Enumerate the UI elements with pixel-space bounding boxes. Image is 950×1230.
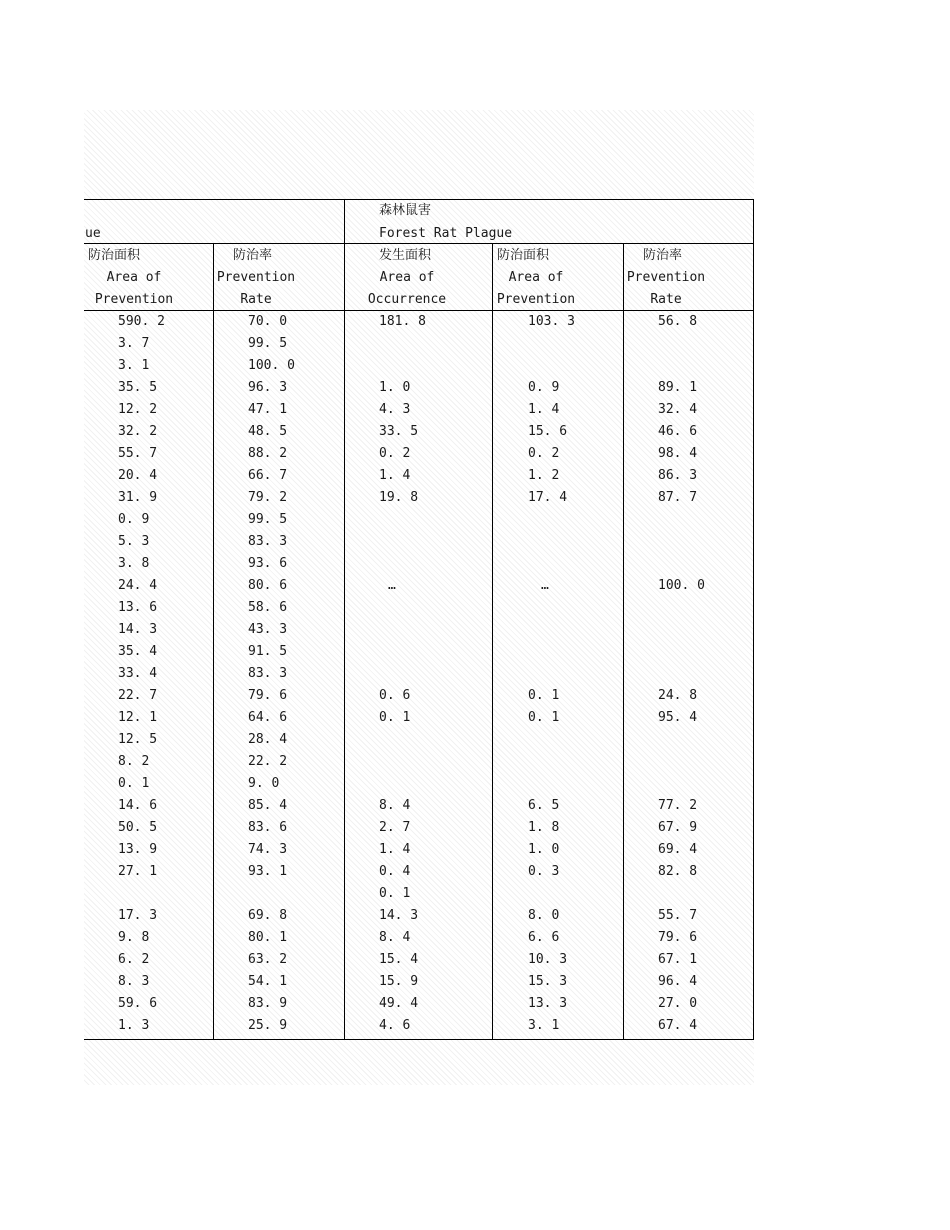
table-row: [0, 795, 950, 817]
table-cell: 181. 8: [379, 314, 426, 329]
table-cell: 64. 6: [248, 710, 288, 725]
table-cell: 1. 0: [379, 380, 411, 395]
table-row: [0, 905, 950, 927]
table-row: [0, 883, 950, 905]
table-row: [0, 399, 950, 421]
table-cell: 96. 3: [248, 380, 288, 395]
table-cell: 80. 1: [248, 930, 288, 945]
table-cell: 4. 6: [379, 1018, 411, 1033]
table-cell: 69. 4: [658, 842, 698, 857]
table-cell: 13. 3: [528, 996, 568, 1011]
column-header-zh: 防治率: [233, 248, 273, 263]
table-row: [0, 817, 950, 839]
table-cell: 99. 5: [248, 512, 288, 527]
table-cell: 0. 6: [379, 688, 411, 703]
table-cell: 33. 5: [379, 424, 419, 439]
table-row: [0, 465, 950, 487]
table-row: [0, 927, 950, 949]
table-row: [0, 641, 950, 663]
table-cell: 0. 4: [379, 864, 411, 879]
table-cell: 3. 8: [118, 556, 150, 571]
table-cell: 83. 6: [248, 820, 288, 835]
table-row: [0, 993, 950, 1015]
table-cell: 8. 0: [528, 908, 560, 923]
table-cell: 74. 3: [248, 842, 288, 857]
table-cell: 83. 9: [248, 996, 288, 1011]
table-row: [0, 663, 950, 685]
table-cell: 35. 4: [118, 644, 158, 659]
table-cell: 31. 9: [118, 490, 158, 505]
table-cell: 0. 9: [528, 380, 560, 395]
table-cell: 0. 1: [379, 710, 411, 725]
table-row: [0, 355, 950, 377]
table-cell: 2. 7: [379, 820, 411, 835]
column-header-en: Prevention: [626, 270, 706, 285]
table-cell: 54. 1: [248, 974, 288, 989]
table-cell: 82. 8: [658, 864, 698, 879]
table-cell: 95. 4: [658, 710, 698, 725]
table-cell: 24. 8: [658, 688, 698, 703]
table-cell: 32. 2: [118, 424, 158, 439]
column-header-en: Occurrence: [367, 292, 447, 307]
table-cell: 93. 1: [248, 864, 288, 879]
table-cell: 46. 6: [658, 424, 698, 439]
table-cell: 20. 4: [118, 468, 158, 483]
table-cell: 79. 2: [248, 490, 288, 505]
table-cell: 6. 5: [528, 798, 560, 813]
table-cell: 67. 1: [658, 952, 698, 967]
table-cell: 100. 0: [658, 578, 705, 593]
column-header-zh: 发生面积: [379, 248, 432, 263]
table-cell: 10. 3: [528, 952, 568, 967]
table-cell: …: [541, 578, 549, 593]
table-row: [0, 311, 950, 333]
table-cell: 1. 4: [528, 402, 560, 417]
table-cell: 17. 4: [528, 490, 568, 505]
table-cell: 83. 3: [248, 666, 288, 681]
table-row: [0, 487, 950, 509]
table-cell: 13. 9: [118, 842, 158, 857]
table-row: [0, 443, 950, 465]
right-group-title-zh: 森林鼠害: [379, 203, 432, 218]
table-cell: 43. 3: [248, 622, 288, 637]
table-cell: 1. 4: [379, 842, 411, 857]
column-header-en: Rate: [650, 292, 682, 307]
table-row: [0, 575, 950, 597]
table-row: [0, 421, 950, 443]
table-cell: 15. 3: [528, 974, 568, 989]
column-header-en: Rate: [240, 292, 272, 307]
table-cell: 0. 3: [528, 864, 560, 879]
table-row: [0, 553, 950, 575]
table-cell: 9. 8: [118, 930, 150, 945]
table-cell: 66. 7: [248, 468, 288, 483]
table-cell: 8. 3: [118, 974, 150, 989]
table-row: [0, 773, 950, 795]
table-cell: 6. 2: [118, 952, 150, 967]
table-cell: 1. 4: [379, 468, 411, 483]
table-cell: 50. 5: [118, 820, 158, 835]
table-cell: 3. 7: [118, 336, 150, 351]
table-cell: 13. 6: [118, 600, 158, 615]
right-group-title-en: Forest Rat Plague: [379, 226, 513, 241]
table-cell: 0. 1: [528, 710, 560, 725]
table-cell: 15. 9: [379, 974, 419, 989]
table-cell: 8. 2: [118, 754, 150, 769]
table-cell: …: [388, 578, 396, 593]
table-cell: 89. 1: [658, 380, 698, 395]
table-cell: 48. 5: [248, 424, 288, 439]
table-cell: 32. 4: [658, 402, 698, 417]
table-cell: 0. 2: [528, 446, 560, 461]
table-cell: 49. 4: [379, 996, 419, 1011]
table-cell: 12. 2: [118, 402, 158, 417]
left-group-title-fragment: ue: [85, 226, 101, 241]
column-header-en: Prevention: [496, 292, 576, 307]
table-cell: 98. 4: [658, 446, 698, 461]
table-cell: 3. 1: [118, 358, 150, 373]
table-cell: 79. 6: [248, 688, 288, 703]
table-cell: 14. 3: [379, 908, 419, 923]
table-cell: 1. 0: [528, 842, 560, 857]
table-cell: 17. 3: [118, 908, 158, 923]
column-header-en: Area of: [379, 270, 435, 285]
table-cell: 59. 6: [118, 996, 158, 1011]
table-cell: 15. 4: [379, 952, 419, 967]
table-cell: 590. 2: [118, 314, 165, 329]
table-cell: 0. 1: [118, 776, 150, 791]
table-cell: 56. 8: [658, 314, 698, 329]
column-header-zh: 防治面积: [497, 248, 550, 263]
table-cell: 70. 0: [248, 314, 288, 329]
table-row: [0, 949, 950, 971]
table-cell: 96. 4: [658, 974, 698, 989]
table-cell: 91. 5: [248, 644, 288, 659]
table-row: [0, 839, 950, 861]
table-cell: 6. 6: [528, 930, 560, 945]
column-header-en: Area of: [508, 270, 564, 285]
table-cell: 100. 0: [248, 358, 295, 373]
table-cell: 14. 6: [118, 798, 158, 813]
table-cell: 69. 8: [248, 908, 288, 923]
table-cell: 14. 3: [118, 622, 158, 637]
table-row: [0, 971, 950, 993]
table-row: [0, 685, 950, 707]
table-cell: 58. 6: [248, 600, 288, 615]
table-cell: 67. 9: [658, 820, 698, 835]
table-row: [0, 597, 950, 619]
table-row: [0, 751, 950, 773]
table-cell: 0. 9: [118, 512, 150, 527]
table-row: [0, 531, 950, 553]
table-cell: 67. 4: [658, 1018, 698, 1033]
table-cell: 15. 6: [528, 424, 568, 439]
table-cell: 87. 7: [658, 490, 698, 505]
table-cell: 28. 4: [248, 732, 288, 747]
table-cell: 63. 2: [248, 952, 288, 967]
table-cell: 99. 5: [248, 336, 288, 351]
table-cell: 77. 2: [658, 798, 698, 813]
table-cell: 86. 3: [658, 468, 698, 483]
table-row: [0, 377, 950, 399]
table-cell: 9. 0: [248, 776, 280, 791]
table-row: [0, 619, 950, 641]
table-cell: 0. 2: [379, 446, 411, 461]
table-cell: 24. 4: [118, 578, 158, 593]
table-cell: 4. 3: [379, 402, 411, 417]
table-cell: 5. 3: [118, 534, 150, 549]
table-row: [0, 509, 950, 531]
table-cell: 35. 5: [118, 380, 158, 395]
table-cell: 85. 4: [248, 798, 288, 813]
column-header-en: Prevention: [216, 270, 296, 285]
table-cell: 1. 3: [118, 1018, 150, 1033]
table-cell: 12. 5: [118, 732, 158, 747]
table-cell: 88. 2: [248, 446, 288, 461]
table-cell: 25. 9: [248, 1018, 288, 1033]
column-header-en: Area of: [106, 270, 162, 285]
table-cell: 27. 0: [658, 996, 698, 1011]
table-cell: 0. 1: [528, 688, 560, 703]
table-cell: 3. 1: [528, 1018, 560, 1033]
table-row: [0, 861, 950, 883]
column-header-zh: 防治率: [643, 248, 683, 263]
table-cell: 8. 4: [379, 798, 411, 813]
table-cell: 27. 1: [118, 864, 158, 879]
table-row: [0, 333, 950, 355]
table-cell: 22. 2: [248, 754, 288, 769]
table-cell: 1. 2: [528, 468, 560, 483]
table-row: [0, 1015, 950, 1037]
table-cell: 12. 1: [118, 710, 158, 725]
table-cell: 19. 8: [379, 490, 419, 505]
table-cell: 55. 7: [658, 908, 698, 923]
table-cell: 103. 3: [528, 314, 575, 329]
column-header-zh: 防治面积: [88, 248, 141, 263]
column-header-en: Prevention: [94, 292, 174, 307]
table-cell: 0. 1: [379, 886, 411, 901]
table-cell: 83. 3: [248, 534, 288, 549]
table-row: [0, 729, 950, 751]
table-cell: 8. 4: [379, 930, 411, 945]
table-cell: 47. 1: [248, 402, 288, 417]
table-cell: 80. 6: [248, 578, 288, 593]
table-cell: 79. 6: [658, 930, 698, 945]
table-bottom-rule: [84, 1039, 754, 1040]
table-cell: 55. 7: [118, 446, 158, 461]
table-row: [0, 707, 950, 729]
table-cell: 1. 8: [528, 820, 560, 835]
table-cell: 33. 4: [118, 666, 158, 681]
table-cell: 93. 6: [248, 556, 288, 571]
table-cell: 22. 7: [118, 688, 158, 703]
